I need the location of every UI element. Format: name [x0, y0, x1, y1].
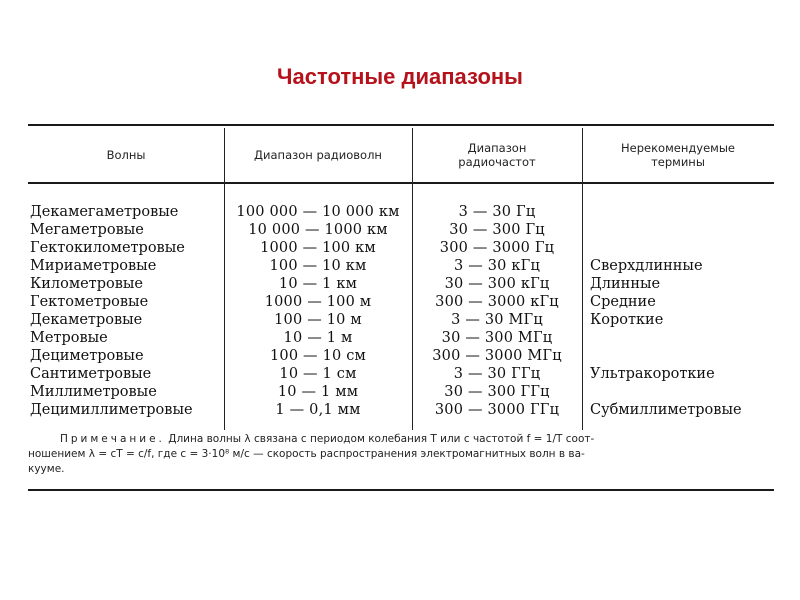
wavelength-range: 1000 — 100 м: [264, 294, 372, 310]
table-row: [28, 257, 774, 275]
wave-name: Гектометровые: [30, 294, 149, 310]
wave-name: Миллиметровые: [30, 384, 157, 400]
frequency-range: 300 — 3000 МГц: [432, 348, 562, 364]
header-frequency-range: Диапазон радиочастот: [458, 141, 536, 169]
wavelength-range: 10 — 1 м: [283, 330, 353, 346]
table-row: [28, 311, 774, 329]
wave-name: Децимиллиметровые: [30, 402, 193, 418]
frequency-range: 3 — 30 кГц: [454, 258, 540, 274]
wavelength-range: 100 — 10 м: [274, 312, 362, 328]
header-wavelength-range: Диапазон радиоволн: [254, 148, 382, 162]
table-row: [28, 239, 774, 257]
footnote-text-1: Длина волны λ связана с периодом колебания T или с частотой f = 1/T соот-: [168, 433, 595, 445]
frequency-range: 30 — 300 Гц: [449, 222, 545, 238]
header-waves: Волны: [106, 148, 146, 162]
table-row: [28, 401, 774, 419]
legacy-term: Короткие: [590, 312, 664, 328]
table-footnote: [28, 432, 774, 477]
footnote-line-2: ношением λ = cT = c/f, где c = 3·10⁸ м/с — скорость распространения электромагнитных волн в ва-: [28, 448, 585, 460]
table-row: [28, 347, 774, 365]
legacy-term: Субмиллиметровые: [590, 402, 742, 418]
footnote-line-3: кууме.: [28, 463, 65, 475]
header-not-recommended-terms: Нерекомендуемые термины: [620, 141, 735, 169]
wave-name: Километровые: [30, 276, 144, 292]
legacy-term: Средние: [590, 294, 656, 310]
footnote-label: Примечание.: [60, 433, 165, 445]
frequency-range: 300 — 3000 ГГц: [434, 402, 560, 418]
wave-name: Мегаметровые: [30, 222, 144, 238]
table-top-rule: [28, 124, 774, 126]
wavelength-range: 1000 — 100 км: [260, 240, 376, 256]
footnote-line-1: [28, 432, 774, 447]
wave-name: Сантиметровые: [30, 366, 152, 382]
frequency-range: 30 — 300 кГц: [444, 276, 550, 292]
frequency-range: 30 — 300 МГц: [441, 330, 553, 346]
wavelength-range: 10 — 1 мм: [277, 384, 359, 400]
wave-name: Декаметровые: [30, 312, 143, 328]
table-header-rule: [28, 182, 774, 184]
table-row: [28, 329, 774, 347]
table-row: [28, 293, 774, 311]
wave-name: Дециметровые: [30, 348, 144, 364]
frequency-range: 3 — 30 ГГц: [453, 366, 541, 382]
frequency-range: 300 — 3000 Гц: [439, 240, 555, 256]
wavelength-range: 10 — 1 км: [278, 276, 358, 292]
wavelength-range: 10 000 — 1000 км: [248, 222, 388, 238]
legacy-term: Длинные: [590, 276, 661, 292]
frequency-range: 3 — 30 Гц: [458, 204, 536, 220]
table-body: [28, 203, 774, 419]
wavelength-range: 100 000 — 10 000 км: [236, 204, 400, 220]
table-row: [28, 203, 774, 221]
frequency-range: 3 — 30 МГц: [451, 312, 543, 328]
wavelength-range: 100 — 10 см: [269, 348, 367, 364]
table-row: [28, 383, 774, 401]
frequency-range: 300 — 3000 кГц: [435, 294, 559, 310]
legacy-term: Сверхдлинные: [590, 258, 703, 274]
page-title: Частотные диапазоны: [277, 64, 523, 89]
wavelength-range: 100 — 10 км: [269, 258, 367, 274]
legacy-term: Ультракороткие: [590, 366, 715, 382]
wave-name: Декамегаметровые: [30, 204, 179, 220]
frequency-range: 30 — 300 ГГц: [444, 384, 550, 400]
wavelength-range: 1 — 0,1 мм: [275, 402, 361, 418]
wave-name: Мириаметровые: [30, 258, 157, 274]
wave-name: Метровые: [30, 330, 108, 346]
table-row: [28, 221, 774, 239]
wavelength-range: 10 — 1 см: [279, 366, 357, 382]
table-bottom-rule: [28, 489, 774, 491]
wave-name: Гектокилометровые: [30, 240, 185, 256]
table-row: [28, 275, 774, 293]
table-row: [28, 365, 774, 383]
